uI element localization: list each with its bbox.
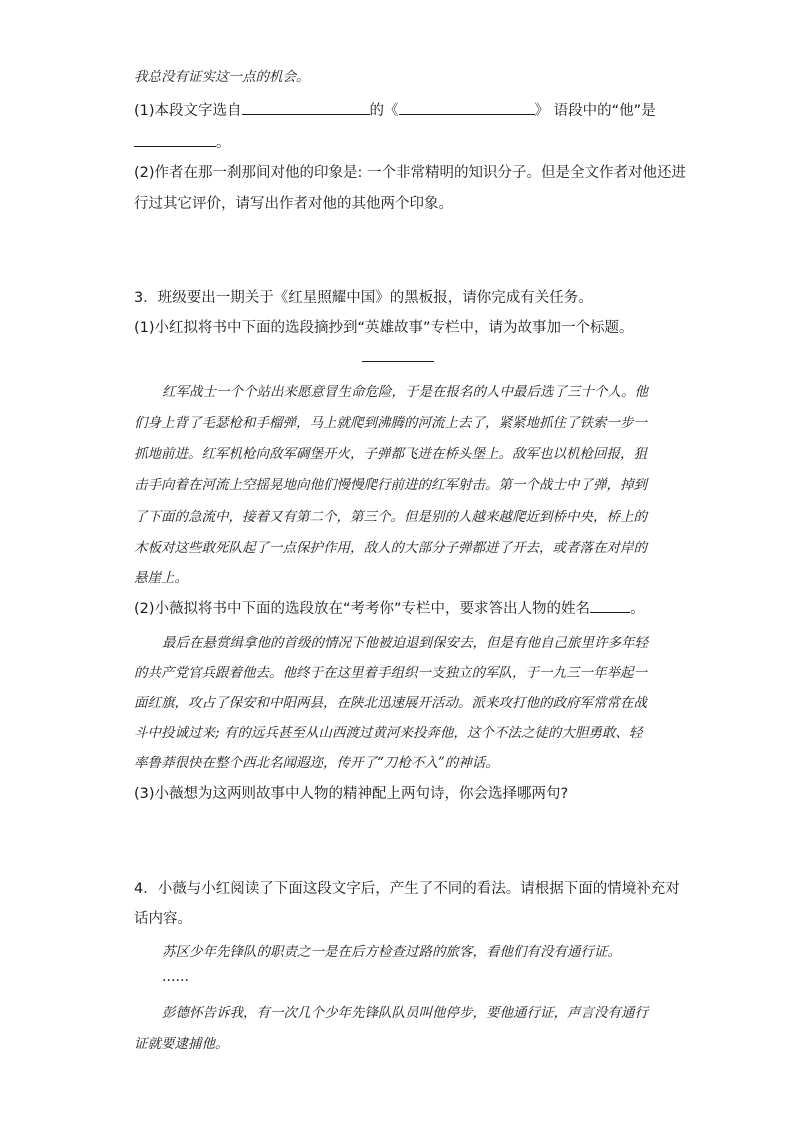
q3-sub1: (1)小红拟将书中下面的选段摘抄到“英雄故事”专栏中，请为故事加一个标题。: [134, 320, 634, 336]
q2-chapter-blank[interactable]: [399, 100, 535, 115]
q4-passage-line: 苏区少年先锋队的职责之一是在后方检查过路的旅客，看他们有没有通行证。: [162, 944, 621, 960]
q3-sub2-line: [134, 597, 645, 618]
q2-passage-tail: 我总没有证实这一点的机会。: [134, 69, 310, 85]
q3-sub3: (3)小薇想为这两则故事中人物的精神配上两句诗，你会选择哪两句?: [134, 786, 569, 802]
q3-passage1-line: 木板对这些敢死队起了一点保护作用，敌人的大部分子弹都迸了开去，或者落在对岸的: [134, 540, 647, 556]
q2-sub1-end: 。: [216, 135, 231, 151]
q2-person-blank[interactable]: [134, 132, 216, 147]
q2-sub2-line2: 行过其它评价，请写出作者对他的其他两个印象。: [134, 196, 453, 212]
q3-intro: 3．班级要出一期关于《红星照耀中国》的黑板报，请你完成有关任务。: [134, 290, 593, 306]
q3-title-blank[interactable]: [362, 361, 434, 362]
q2-sub1-mid: 的《: [369, 103, 399, 119]
q4-passage-line: 彭德怀告诉我，有一次几个少年先锋队队员叫他停步，要他通行证，声言没有通行: [162, 1005, 648, 1021]
q2-sub1-answer-line: [134, 131, 231, 152]
q3-passage2-line: 面红旗，攻占了保安和中阳两县，在陕北迅速展开活动。派来攻打他的政府军常常在战: [134, 695, 647, 711]
q4-passage-ellipsis: ……: [162, 969, 189, 985]
q3-passage1-line: 了下面的急流中，接着又有第二个，第三个。但是别的人越来越爬近到桥中央，桥上的: [134, 509, 647, 525]
q2-sub2-line1: (2)作者在那一刹那间对他的印象是: 一个非常精明的知识分子。但是全文作者对他还进: [134, 165, 687, 181]
q3-name-blank[interactable]: [590, 598, 630, 613]
q3-passage2-line: 的共产党官兵跟着他去。他终于在这里着手组织一支独立的军队，于一九三一年举起一: [134, 665, 647, 681]
q2-book-blank[interactable]: [242, 100, 370, 115]
q4-passage-line: 证就要逮捕他。: [134, 1036, 229, 1052]
q3-passage1-line: 红军战士一个个站出来愿意冒生命危险，于是在报名的人中最后选了三十个人。他: [162, 384, 648, 400]
q3-sub2-end: 。: [630, 601, 645, 617]
q3-passage1-line: 们身上背了毛瑟枪和手榴弹，马上就爬到沸腾的河流上去了，紧紧地抓住了铁索一步一: [134, 415, 647, 431]
q3-passage2-line: 率鲁莽很快在整个西北名闻遐迩，传开了“刀枪不入”的神话。: [134, 755, 499, 771]
q4-intro-line2: 话内容。: [134, 911, 192, 927]
q2-sub1-suffix: 》 语段中的“他”是: [534, 103, 656, 119]
q3-passage1-line: 悬崖上。: [134, 570, 188, 586]
q3-passage1-line: 抓地前进。红军机枪向敌军碉堡开火，子弹都飞迸在桥头堡上。敌军也以机枪回报，狙: [134, 446, 647, 462]
q3-passage2-line: 斗中投诚过来; 有的远兵甚至从山西渡过黄河来投奔他，这个不法之徒的大胆勇敢、轻: [134, 725, 643, 741]
q4-intro-line1: 4．小薇与小红阅读了下面这段文字后，产生了不同的看法。请根据下面的情境补充对: [134, 881, 680, 897]
q3-passage1-line: 击手向着在河流上空摇晃地向他们慢慢爬行前进的红军射击。第一个战士中了弹，掉到: [134, 477, 647, 493]
q2-sub1-prefix: (1)本段文字选自: [134, 103, 242, 119]
q3-sub2: (2)小薇拟将书中下面的选段放在“考考你”专栏中，要求答出人物的姓名: [134, 601, 591, 617]
q2-sub1-line: [134, 99, 656, 120]
q3-passage2-line: 最后在悬赏缉拿他的首级的情况下他被迫退到保安去，但是有他自己旅里许多年轻: [162, 635, 648, 651]
